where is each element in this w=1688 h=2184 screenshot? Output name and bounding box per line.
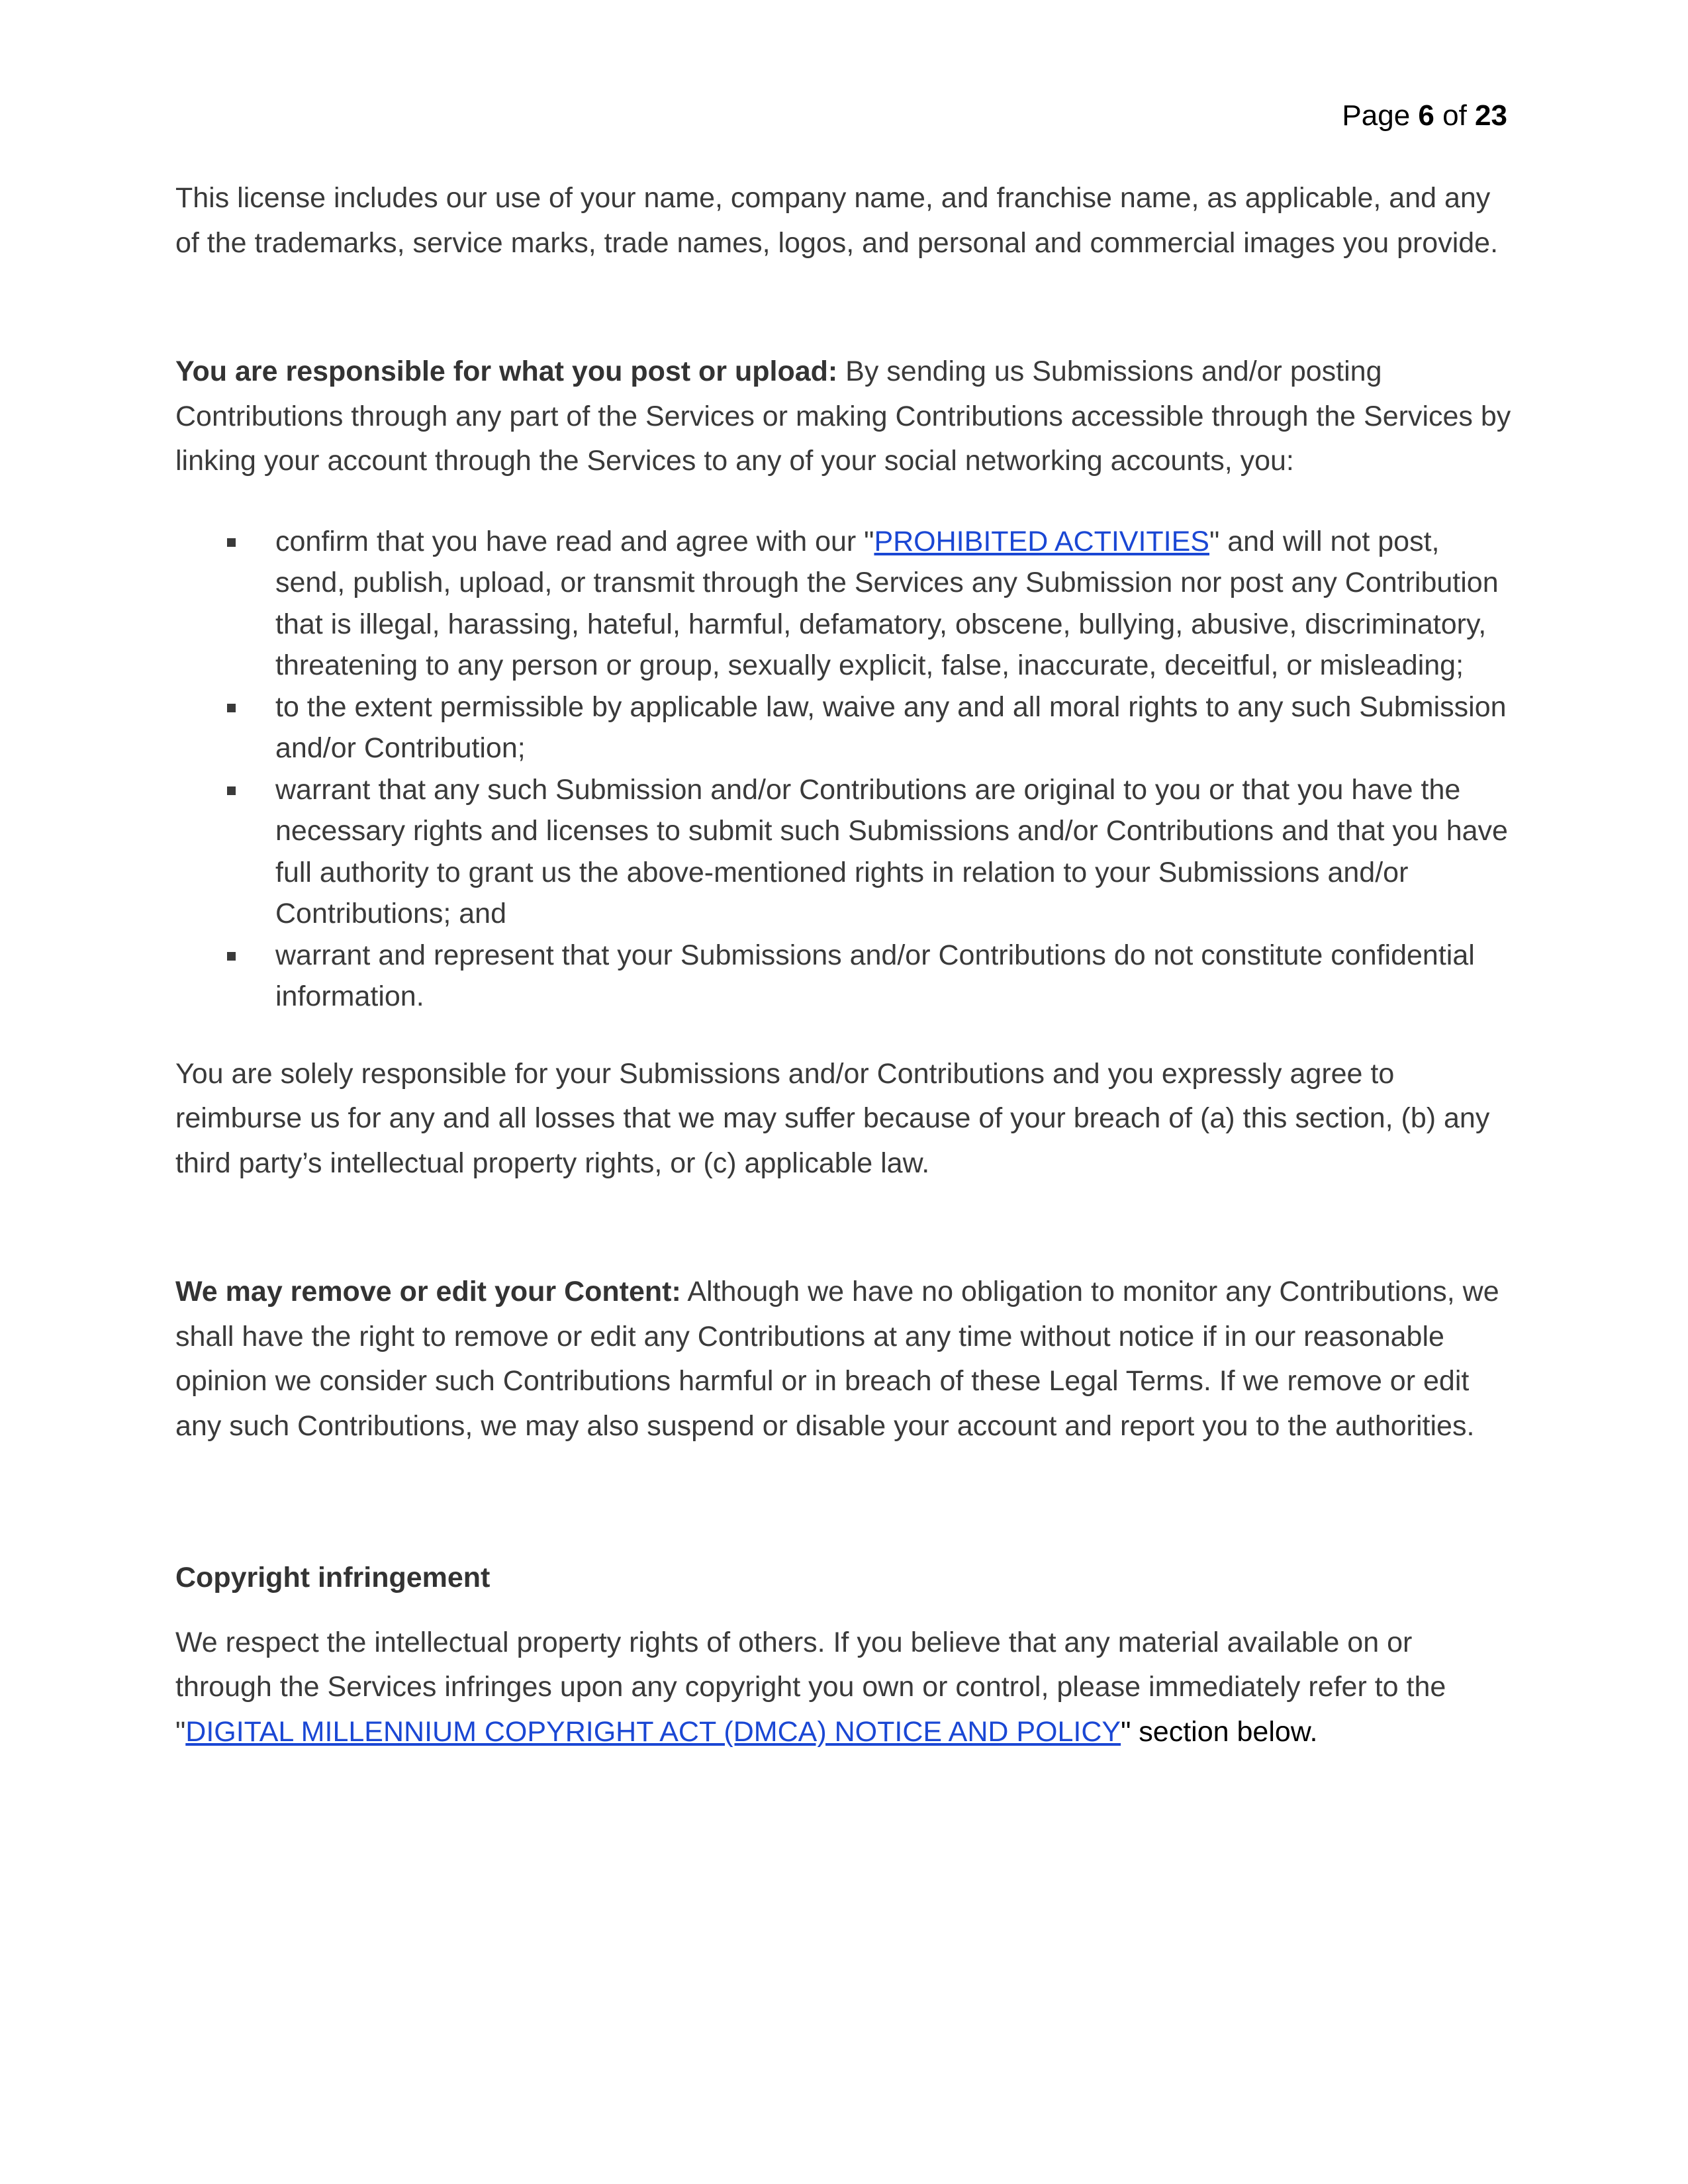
prohibited-activities-link[interactable]: PROHIBITED ACTIVITIES [874, 525, 1209, 557]
remove-edit-title: We may remove or edit your Content: [175, 1276, 681, 1307]
remove-edit-paragraph [175, 1270, 1513, 1448]
page-current: 6 [1418, 99, 1434, 132]
copyright-paragraph: We respect the intellectual property rights of others. If you believe that any material available on or through the Services infringes upon any copyright you own or control, please immediately refer to the "DIGITAL MILLENNIUM COPYRIGHT ACT (DMCA) NOTICE AND POLICY" section below. [175, 1626, 1446, 1748]
square-bullet-icon [227, 704, 236, 712]
square-bullet-icon [227, 538, 236, 547]
obligations-list [175, 521, 1513, 1018]
list-item: warrant and represent that your Submissions and/or Contributions do not constitute confidential information. [175, 935, 1513, 1018]
page-mid: of [1434, 99, 1476, 132]
responsible-paragraph [175, 350, 1513, 484]
page-number [1342, 99, 1507, 132]
responsible-title: You are responsible for what you post or upload: [175, 356, 838, 387]
document-body [175, 176, 1513, 1754]
responsible-text: By sending us Submissions and/or posting Contributions through any part of the Services or making Contributions accessible through the Services by linking your account through the Services to any of your social networking accounts, you: [175, 356, 1511, 477]
remove-edit-text: Although we have no obligation to monitor any Contributions, we shall have the right to remove or edit any Contributions at any time without notice if in our reasonable opinion we consider such Contributions harmful or in breach of these Legal Terms. If we remove or edit any such Contributions, we may also suspend or disable your account and report you to the authorities. [175, 1276, 1499, 1442]
square-bullet-icon [227, 952, 236, 961]
solely-responsible-paragraph: You are solely responsible for your Submissions and/or Contributions and you expressly agree to reimburse us for any and all losses that we may suffer because of your breach of (a) this section, (b) any third party’s intellectual property rights, or (c) applicable law. [175, 1057, 1490, 1179]
square-bullet-icon [227, 786, 236, 795]
license-paragraph: This license includes our use of your name, company name, and franchise name, as applicable, and any of the trademarks, service marks, trade names, logos, and personal and commercial images you provide. [175, 182, 1499, 259]
dmca-policy-link[interactable]: DIGITAL MILLENNIUM COPYRIGHT ACT (DMCA) NOTICE AND POLICY [185, 1715, 1121, 1748]
copyright-heading: Copyright infringement [175, 1562, 491, 1593]
page-prefix: Page [1342, 99, 1419, 132]
list-item: warrant that any such Submission and/or Contributions are original to you or that you have the necessary rights and licenses to submit such Submissions and/or Contributions and that you have full authority to grant us the above-mentioned rights in relation to your Submissions and/or Contributions; and [175, 769, 1513, 935]
list-item: to the extent permissible by applicable law, waive any and all moral rights to any such Submission and/or Contribution; [175, 687, 1513, 769]
page-total: 23 [1475, 99, 1507, 132]
list-item: confirm that you have read and agree with our "PROHIBITED ACTIVITIES" and will not post, send, publish, upload, or transmit through the Services any Submission nor post any Contribution that is illegal, harassing, hateful, harmful, defamatory, obscene, bullying, abusive, discriminatory, threatening to any person or group, sexually explicit, false, inaccurate, deceitful, or misleading; [175, 521, 1513, 687]
